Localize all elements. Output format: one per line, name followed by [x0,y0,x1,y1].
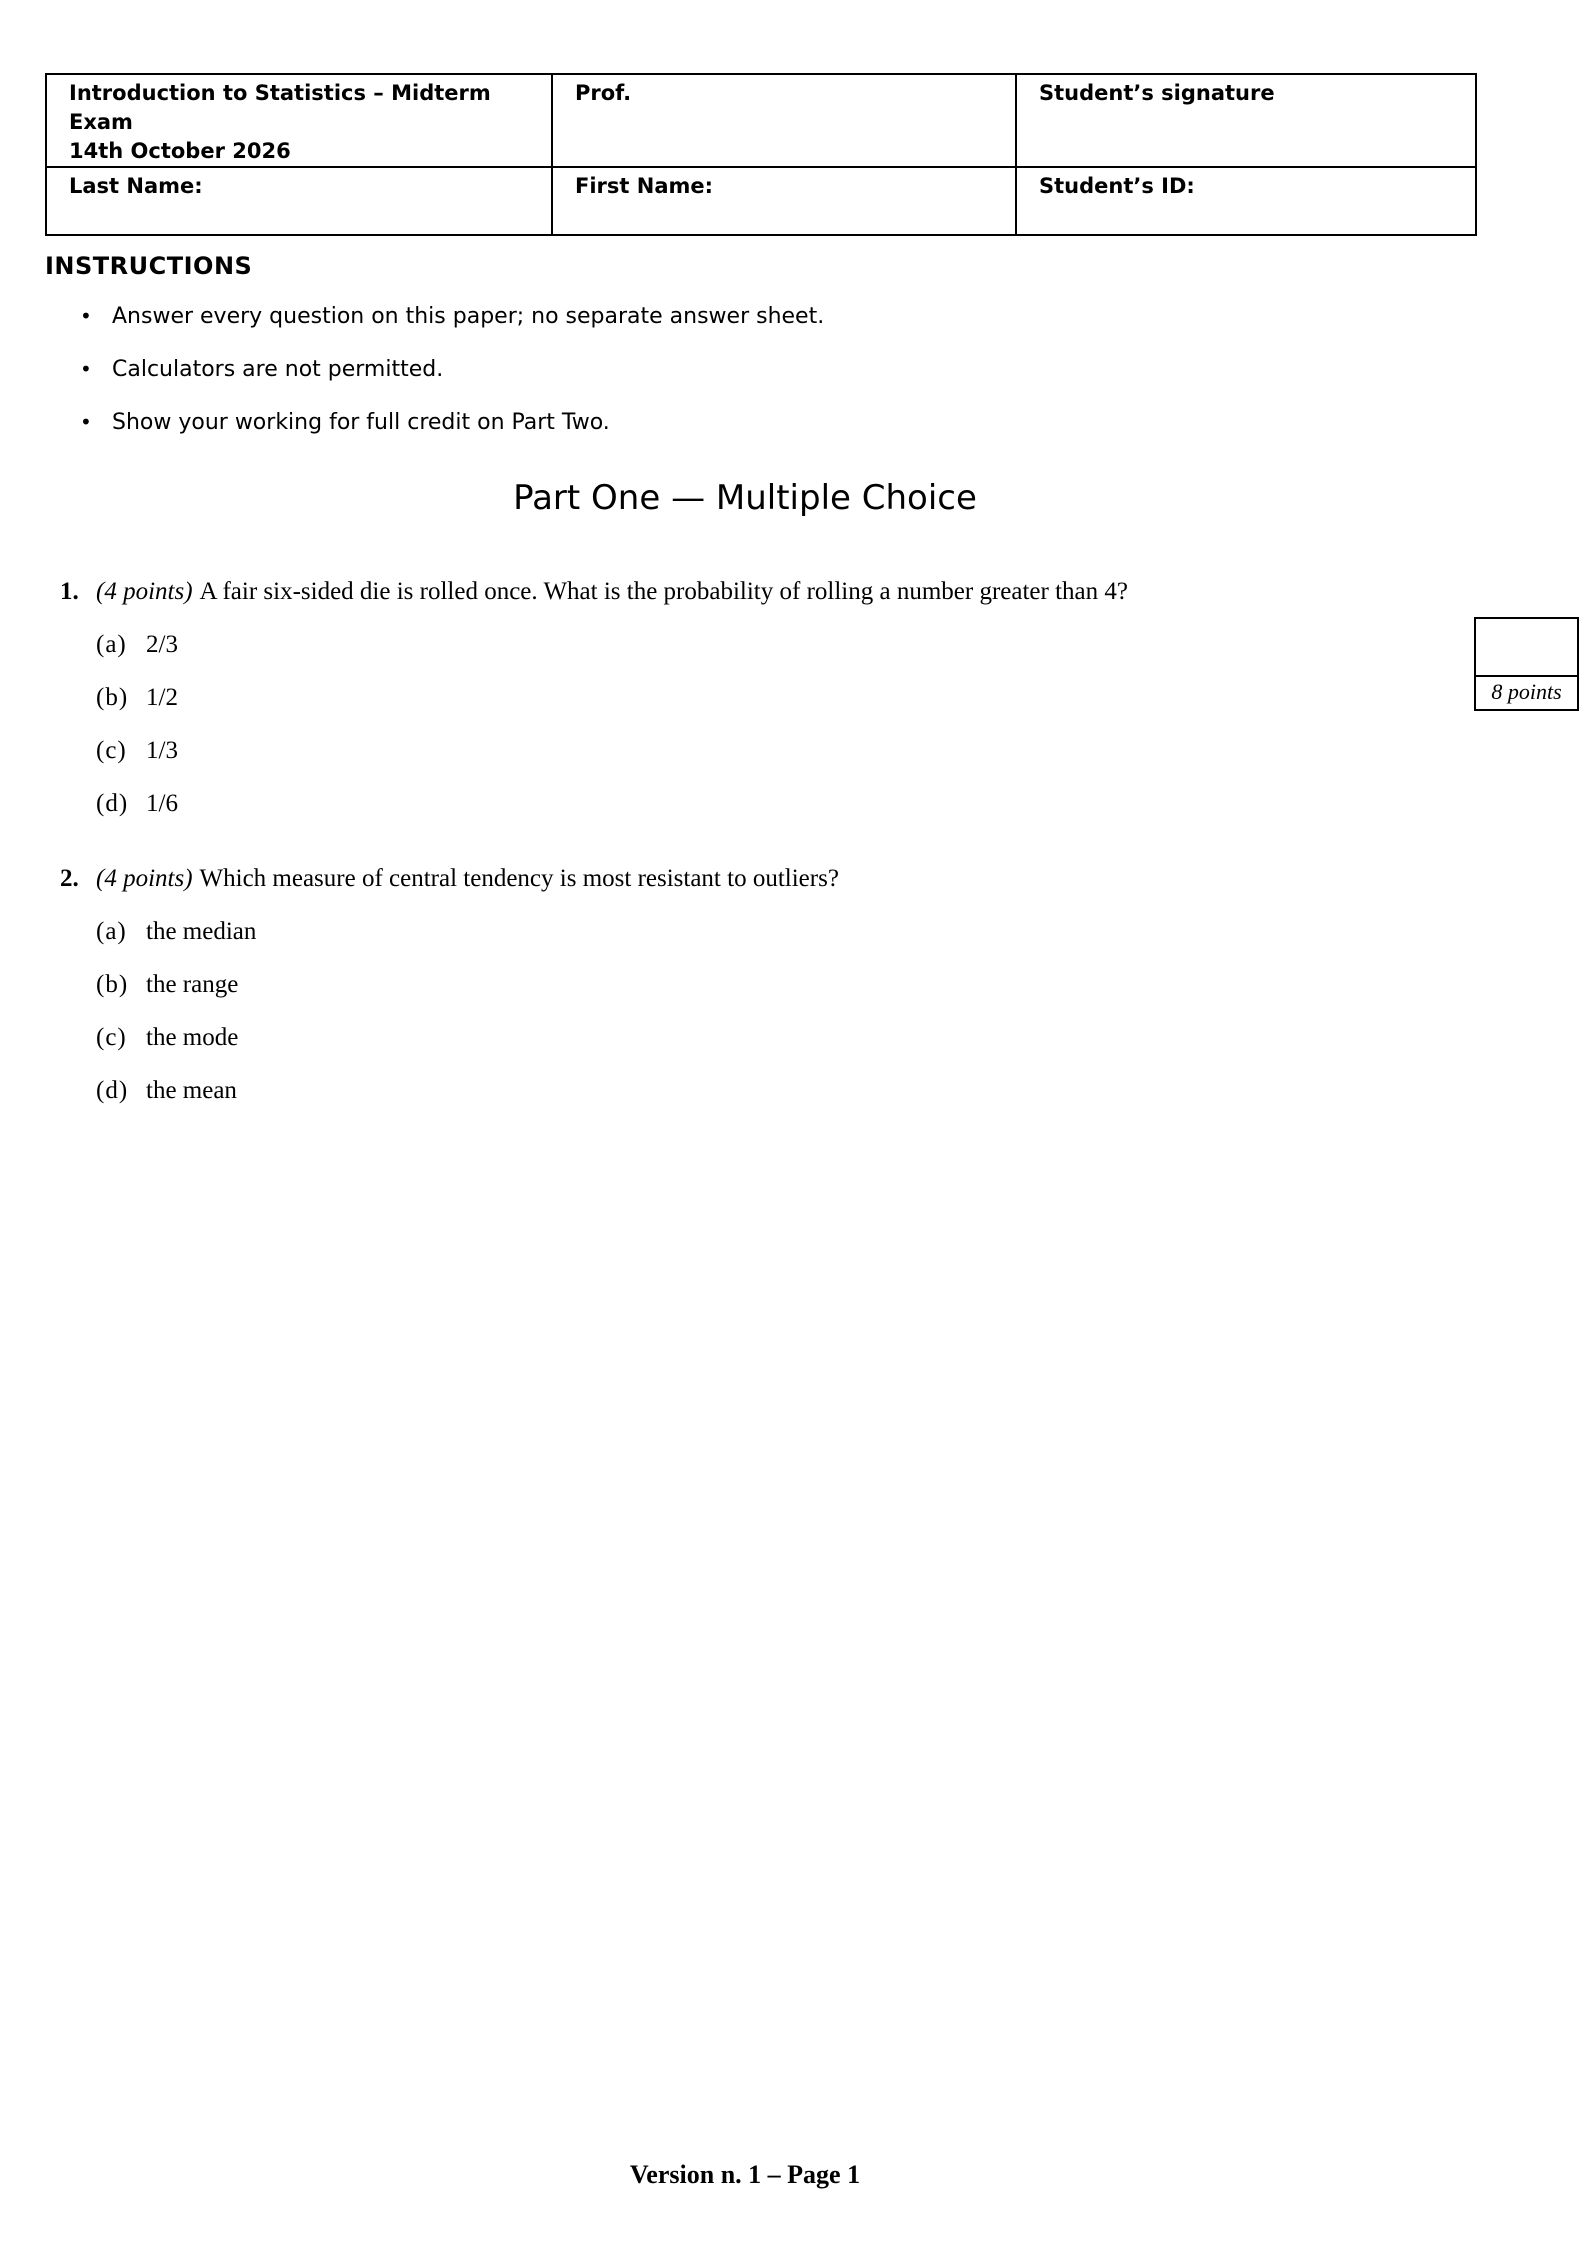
instruction-text: Answer every question on this paper; no separate answer sheet. [112,304,825,329]
prof-cell[interactable] [552,74,1016,167]
answer-option[interactable] [96,724,1128,777]
signature-label: Student’s signature [1039,81,1275,105]
instructions-heading: INSTRUCTIONS [45,252,253,280]
option-label: (a) [96,630,127,658]
option-label: (d) [96,1076,129,1104]
page-footer: Version n. 1 – Page 1 [629,2160,861,2189]
option-label: (c) [96,736,127,764]
instruction-item [80,410,824,463]
answer-options [96,618,1128,830]
score-box[interactable] [1474,617,1579,711]
course-info-cell [46,74,552,167]
bullet-icon: • [80,357,92,381]
instruction-item [80,304,824,357]
score-box-label: 8 points [1476,675,1577,709]
answer-option[interactable] [96,958,839,1011]
option-text: the mode [146,1023,239,1051]
answer-option[interactable] [96,1064,839,1117]
course-title: Introduction to Statistics – Midterm Exam [69,81,491,134]
signature-cell[interactable] [1016,74,1476,167]
question-points: (4 points) [96,865,193,892]
question-stem [60,578,1128,606]
answer-option[interactable] [96,618,1128,671]
last-name-cell[interactable] [46,167,552,235]
option-label: (b) [96,970,129,998]
option-label: (b) [96,683,129,711]
question-text: A fair six-sided die is rolled once. What is the probability of rolling a number greater than 4? [199,578,1128,605]
option-text: the median [146,917,257,945]
bullet-icon: • [80,304,92,328]
prof-label: Prof. [575,81,632,105]
answer-option[interactable] [96,777,1128,830]
option-text: 2/3 [146,630,178,658]
option-text: 1/2 [146,683,178,711]
question-2 [60,865,839,1117]
answer-option[interactable] [96,905,839,958]
answer-option[interactable] [96,1011,839,1064]
first-name-cell[interactable] [552,167,1016,235]
question-1 [60,578,1128,830]
first-name-label: First Name: [575,174,714,198]
instruction-text: Show your working for full credit on Part Two. [112,410,610,435]
instruction-item [80,357,824,410]
exam-header-table [45,73,1477,236]
last-name-label: Last Name: [69,174,203,198]
option-text: 1/6 [146,789,178,817]
option-label: (a) [96,917,127,945]
question-number: 2. [60,865,79,892]
option-text: 1/3 [146,736,178,764]
answer-options [96,905,839,1117]
instructions-list [80,304,824,463]
option-label: (c) [96,1023,127,1051]
option-text: the range [146,970,239,998]
question-stem [60,865,839,893]
instruction-text: Calculators are not permitted. [112,357,444,382]
option-label: (d) [96,789,129,817]
option-text: the mean [146,1076,237,1104]
question-text: Which measure of central tendency is most resistant to outliers? [199,865,839,892]
question-number: 1. [60,578,79,605]
bullet-icon: • [80,410,92,434]
part-title: Part One — Multiple Choice [513,478,977,518]
exam-date: 14th October 2026 [69,139,291,163]
student-id-cell[interactable] [1016,167,1476,235]
student-id-label: Student’s ID: [1039,174,1195,198]
answer-option[interactable] [96,671,1128,724]
question-points: (4 points) [96,578,193,605]
